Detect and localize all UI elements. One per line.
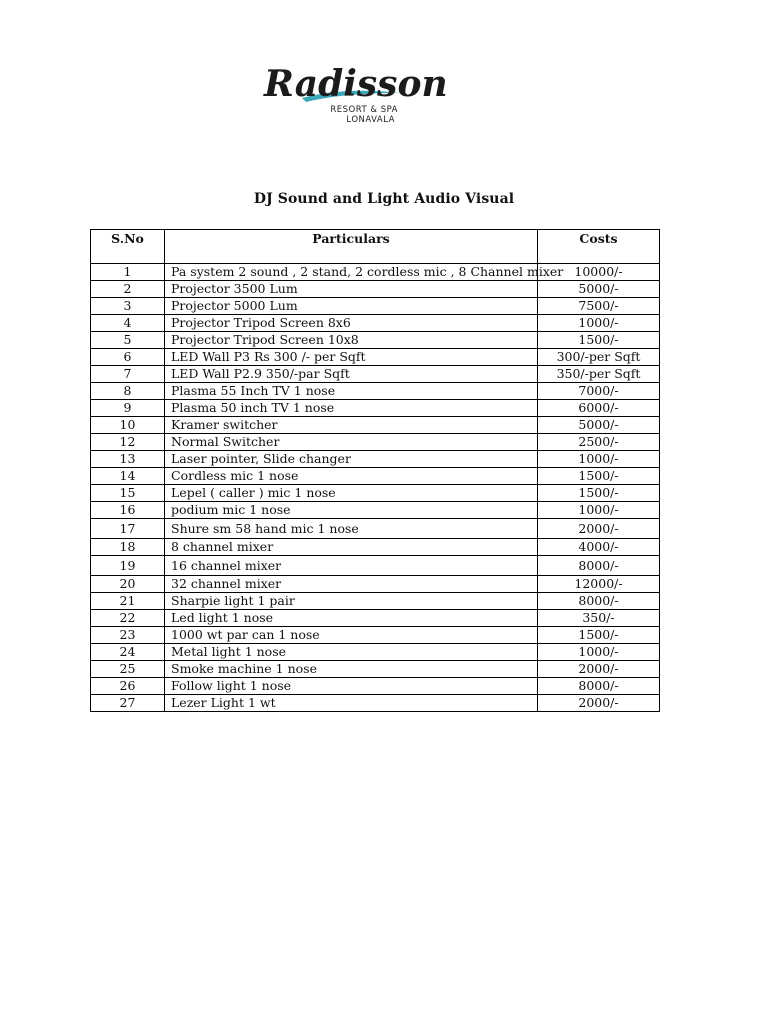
row-particulars: Cordless mic 1 nose [165,468,538,485]
row-cost: 350/- [538,610,660,627]
row-particulars: 32 channel mixer [165,576,538,593]
row-particulars: Pa system 2 sound , 2 stand, 2 cordless mic , 8 Channel mixer [165,264,538,281]
table-body [91,264,660,712]
row-particulars: Normal Switcher [165,434,538,451]
table-row [91,644,660,661]
radisson-logo [262,62,448,125]
header-costs: Costs [538,230,660,264]
header-particulars: Particulars [165,230,538,264]
table-row [91,695,660,712]
row-cost: 1000/- [538,451,660,468]
table-row [91,593,660,610]
header-sno: S.No [91,230,165,264]
row-particulars: Lepel ( caller ) mic 1 nose [165,485,538,502]
row-cost: 5000/- [538,281,660,298]
row-cost: 1500/- [538,332,660,349]
row-sno: 4 [91,315,165,332]
table-row [91,556,660,576]
row-particulars: Projector Tripod Screen 8x6 [165,315,538,332]
row-particulars: 1000 wt par can 1 nose [165,627,538,644]
row-cost: 300/-per Sqft [538,349,660,366]
row-particulars: Lezer Light 1 wt [165,695,538,712]
row-particulars: LED Wall P2.9 350/-par Sqft [165,366,538,383]
row-cost: 8000/- [538,593,660,610]
row-sno: 23 [91,627,165,644]
row-particulars: Led light 1 nose [165,610,538,627]
row-sno: 14 [91,468,165,485]
row-sno: 7 [91,366,165,383]
row-sno: 3 [91,298,165,315]
table-row [91,451,660,468]
row-sno: 21 [91,593,165,610]
row-sno: 17 [91,519,165,539]
table-row [91,298,660,315]
row-particulars: Plasma 55 Inch TV 1 nose [165,383,538,400]
table-header-row [91,230,660,264]
row-sno: 13 [91,451,165,468]
table-row [91,661,660,678]
row-cost: 2500/- [538,434,660,451]
row-particulars: Laser pointer, Slide changer [165,451,538,468]
row-sno: 15 [91,485,165,502]
row-cost: 12000/- [538,576,660,593]
logo-line1: RESORT & SPA [330,105,398,115]
row-particulars: podium mic 1 nose [165,502,538,519]
row-cost: 1500/- [538,627,660,644]
row-particulars: Follow light 1 nose [165,678,538,695]
row-cost: 2000/- [538,519,660,539]
row-cost: 7000/- [538,383,660,400]
table-row [91,383,660,400]
radisson-logo-mark [262,62,448,125]
document-title: DJ Sound and Light Audio Visual [253,191,515,207]
row-cost: 1000/- [538,502,660,519]
table-row [91,281,660,298]
row-sno: 5 [91,332,165,349]
row-particulars: Smoke machine 1 nose [165,661,538,678]
row-cost: 5000/- [538,417,660,434]
table-row [91,315,660,332]
row-sno: 26 [91,678,165,695]
row-cost: 8000/- [538,556,660,576]
table-row [91,468,660,485]
row-cost: 1500/- [538,485,660,502]
row-cost: 1000/- [538,315,660,332]
row-cost: 1000/- [538,644,660,661]
row-sno: 10 [91,417,165,434]
table-row [91,434,660,451]
row-sno: 6 [91,349,165,366]
table-row [91,417,660,434]
row-sno: 2 [91,281,165,298]
row-particulars: Plasma 50 inch TV 1 nose [165,400,538,417]
row-particulars: Projector Tripod Screen 10x8 [165,332,538,349]
row-cost: 4000/- [538,539,660,556]
row-particulars: LED Wall P3 Rs 300 /- per Sqft [165,349,538,366]
table-row [91,264,660,281]
row-sno: 24 [91,644,165,661]
table-row [91,678,660,695]
row-cost: 7500/- [538,298,660,315]
row-sno: 20 [91,576,165,593]
table-row [91,502,660,519]
row-particulars: Kramer switcher [165,417,538,434]
table-row [91,610,660,627]
row-sno: 1 [91,264,165,281]
row-sno: 27 [91,695,165,712]
table-row [91,539,660,556]
table-row [91,400,660,417]
row-cost: 6000/- [538,400,660,417]
row-cost: 10000/- [538,264,660,281]
table-row [91,366,660,383]
row-cost: 350/-per Sqft [538,366,660,383]
row-particulars: Sharpie light 1 pair [165,593,538,610]
row-particulars: Projector 5000 Lum [165,298,538,315]
row-cost: 1500/- [538,468,660,485]
row-sno: 19 [91,556,165,576]
row-particulars: 8 channel mixer [165,539,538,556]
row-sno: 12 [91,434,165,451]
row-cost: 2000/- [538,695,660,712]
row-particulars: 16 channel mixer [165,556,538,576]
row-sno: 25 [91,661,165,678]
price-table [90,229,660,712]
row-particulars: Projector 3500 Lum [165,281,538,298]
row-cost: 8000/- [538,678,660,695]
table-row [91,485,660,502]
row-sno: 9 [91,400,165,417]
table-row [91,627,660,644]
table-row [91,519,660,539]
row-sno: 8 [91,383,165,400]
row-particulars: Shure sm 58 hand mic 1 nose [165,519,538,539]
row-cost: 2000/- [538,661,660,678]
logo-line2: LONAVALA [346,115,395,125]
row-sno: 18 [91,539,165,556]
row-particulars: Metal light 1 nose [165,644,538,661]
row-sno: 16 [91,502,165,519]
table-row [91,332,660,349]
row-sno: 22 [91,610,165,627]
logo-brand-text: Radisson [264,63,448,105]
table-row [91,576,660,593]
table-row [91,349,660,366]
